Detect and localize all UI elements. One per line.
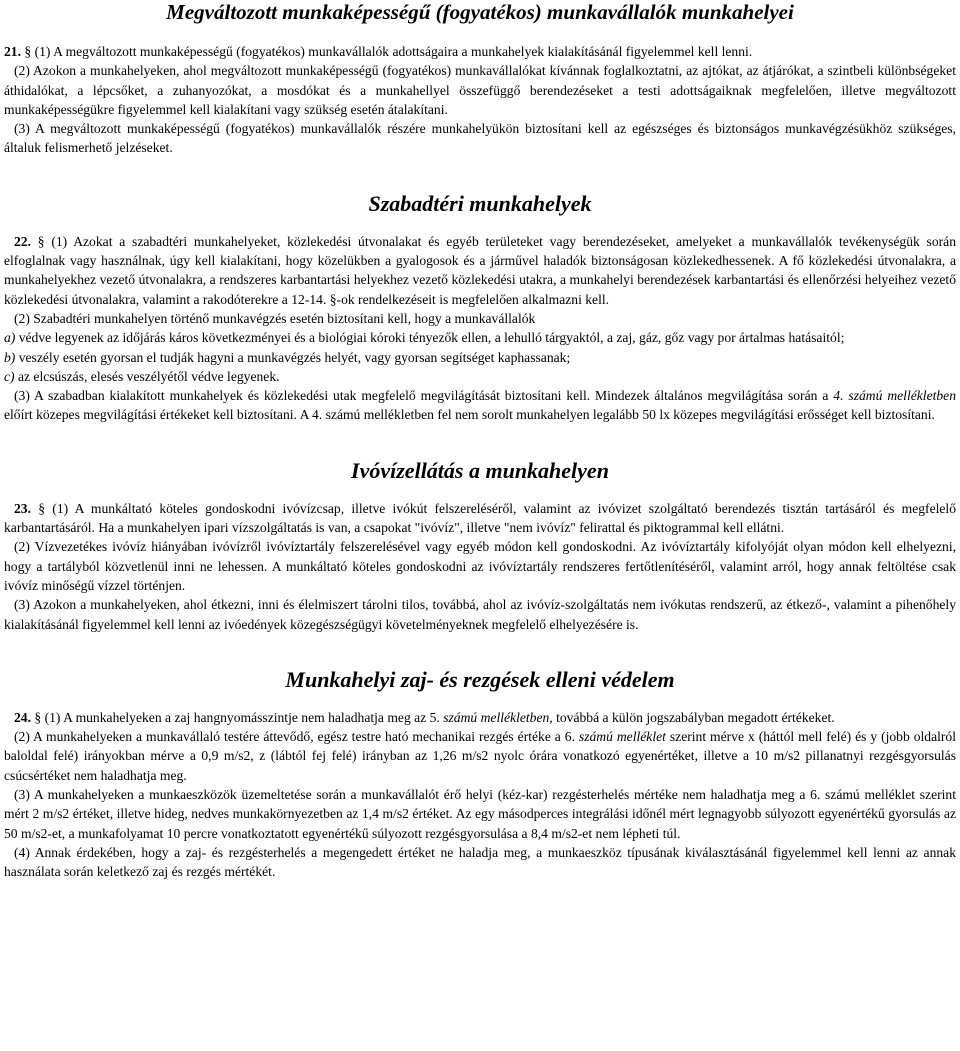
section-23-para-2: (2) Vízvezetékes ivóvíz hiányában ivóvízről ivóvíztartály felszerelésével vagy egyéb módon kell gondoskodni. Az ivóvíztartály kifolyóját olyan módon kell elhelyezni, hogy a tartályból közvetlenül inni ne lehessen. A munkáltató köteles gondoskodni az ivóvíztartály rendszeres fertőtlenítéséről, valamint arról, hogy annak feltöltése csak ivóvíz minőségű vízzel történjen.: [4, 539, 956, 593]
section-sign-icon: §: [24, 44, 32, 59]
section-sign-icon: §: [37, 233, 45, 249]
section-number: 21.: [4, 44, 21, 59]
section-sign-icon: §: [38, 500, 46, 516]
section-24-para-4: (4) Annak érdekében, hogy a zaj- és rezgésterhelés a megengedett értéket ne haladja meg, a munkaeszköz típusának kiválasztásánál figyelemmel kell lenni az annak használata során keletkező zaj és rezgés mértékét.: [4, 844, 956, 880]
section-22-para-2: (2) Szabadtéri munkahelyen történő munkavégzés esetén biztosítani kell, hogy a munkavállalók: [14, 310, 536, 326]
paragraph-text: (1) A munkahelyeken a zaj hangnyomásszintje nem haladhatja meg az 5.: [41, 709, 444, 725]
section-21-para-2: (2) Azokon a munkahelyeken, ahol megváltozott munkaképességű (fogyatékos) munkavállalókat kívánnak foglalkoztatni, az ajtókat, az átjárókat, a szintbeli különbségeket áthidalókat, a lépcsőket, a zuhanyozókat, a mosdókat és a munkahellyel összefüggő berendezéseket a testi adottságaiknak megfelelően, illetve megváltozott munkaképességükre figyelemmel kell kialakítani vagy szükség esetén átalakítani.: [4, 63, 956, 117]
heading-noise-vibration: Munkahelyi zaj- és rezgések elleni védelem: [285, 666, 675, 692]
spacer: [4, 158, 956, 184]
section-21-para-1: [4, 42, 956, 61]
section-22-item-b: [4, 348, 956, 367]
annex-reference: 4. számú mellékletben: [833, 388, 957, 404]
item-text: az elcsúszás, elesés veszélyétől védve legyenek.: [14, 368, 280, 384]
section-22-item-c: [4, 367, 956, 386]
section-22-para-3: [4, 386, 956, 425]
spacer: [4, 634, 956, 660]
paragraph-text: (1) Azokat a szabadtéri munkahelyeket, közlekedési útvonalakat és egyéb területeket vagy berendezéseket, amelyeket a munkavállalók tevékenységük során elfoglalnak vagy használnak, úgy kell kialakítani, hogy közelükben a gyalogosok és a járművel haladók biztonságosan közlekedhessenek. A fő közlekedési útvonalakra, a munkahelyekhez vezető útvonalakra, a rendszeres karbantartási helyekhez vezető közlekedési utakra, a munkahelyi berendezések karbantartási és ellenőrzési helyeihez vezető közlekedési útvonalakra, valamint a rakodóterekre a 12-14. §-ok rendelkezéseit is megfelelően alkalmazni kell.: [4, 233, 956, 307]
section-22-para-1: [4, 232, 956, 309]
heading-disabled-workplaces: Megváltozott munkaképességű (fogyatékos) munkavállalók munkahelyei: [166, 0, 794, 24]
item-label: a): [4, 330, 16, 346]
section-number: 24.: [14, 709, 31, 725]
spacer: [4, 425, 956, 451]
section-22-item-a: [4, 328, 956, 347]
paragraph-text: (1) A megváltozott munkaképességű (fogyatékos) munkavállalók adottságaira a munkahelyek kialakításánál figyelemmel kell lenni.: [31, 44, 753, 59]
heading-outdoor-workplaces: Szabadtéri munkahelyek: [368, 190, 592, 216]
section-sign-icon: §: [34, 709, 42, 725]
section-24-para-3: (3) A munkahelyeken a munkaeszközök üzemeltetése során a munkavállalót érő helyi (kéz-kar) rezgésterhelés mértéke nem haladhatja meg a 6. számú melléklet szerint mért 2 m/s2 értéket, illetve hideg, nedves munkakörnyezetben az 1,4 m/s2 értéket. Az egy másodperces integrálási időnél mért legnagyobb súlyozott egyenértékű gyorsulás az 50 m/s2-et, a munkafolyamat 10 percre vonatkoztatott egyenértékű súlyozott rezgésgyorsulása a 8,4 m/s2-et nem lépheti túl.: [4, 787, 956, 841]
item-label: c): [4, 368, 15, 384]
paragraph-text: előírt közepes megvilágítási értékeket kell biztosítani. A 4. számú mellékletben fel nem sorolt munkahelyen legalább 50 lx közepes megvilágítási erősséget kell biztosítani.: [4, 407, 935, 423]
annex-reference: számú melléklet: [578, 729, 666, 745]
section-21-para-3: (3) A megváltozott munkaképességű (fogyatékos) munkavállalók részére munkahelyükön biztosítani kell az egészséges és biztonságos munkavégzésükhöz szükséges, általuk felismerhető jelzéseket.: [4, 121, 956, 156]
paragraph-text: (3) A szabadban kialakított munkahelyek és közlekedési utak megfelelő megvilágítását biztosítani kell. Mindezek általános megvilágítása során a: [14, 388, 834, 404]
section-number: 22.: [14, 233, 31, 249]
item-text: védve legyenek az időjárás káros következményei és a biológiai kóroki tényezők ellen, a lehulló tárgyaktól, a zaj, gáz, gőz vagy por ártalmas hatásaitól;: [15, 330, 845, 346]
paragraph-text: (1) A munkáltató köteles gondoskodni ivóvízcsap, illetve ivókút felszereléséről, valamint az ivóvizet szolgáltató berendezés tisztán tartásáról és megfelelő karbantartásáról. Ha a munkahelyen ipari vízszolgáltatás is van, a csapokat "ivóvíz", illetve "nem ivóvíz" felirattal és piktogrammal kell ellátni.: [4, 500, 956, 536]
section-24-para-2: [4, 727, 956, 785]
section-24-para-1: [4, 708, 956, 727]
section-23-para-3: (3) Azokon a munkahelyeken, ahol étkezni, inni és élelmiszert tárolni tilos, továbbá, ahol az ivóvíz-szolgáltatás nem ivókutas rendszerű, az étkező-, valamint a pihenőhely kialakításánál figyelemmel kell lenni az ivóedények közegészségügyi követelményeknek megfelelő elhelyezésére is.: [4, 597, 956, 632]
section-number: 23.: [14, 500, 31, 516]
paragraph-text: szerint mérve x (háttól mell felé) és y (jobb oldalról baloldal felé) irányokban mérve a 0,9 m/s2, z (lábtól fej felé) irányban az 1,26 m/s2 nyolc órára vonatkozó egyenértéket, illetve a 10 m/s2 pillanatnyi rezgésgyorsulás csúcsértéket nem haladhatja meg.: [4, 729, 956, 783]
item-text: veszély esetén gyorsan el tudják hagyni a munkavégzés helyét, vagy gyorsan segítséget kaphassanak;: [15, 349, 571, 365]
section-23-para-1: [4, 499, 956, 538]
paragraph-text: továbbá a külön jogszabályban megadott értékeket.: [552, 709, 835, 725]
annex-reference: számú mellékletben,: [443, 709, 553, 725]
item-label: b): [4, 349, 16, 365]
paragraph-text: (2) A munkahelyeken a munkavállaló testére áttevődő, egész testre ható mechanikai rezgés értéke a 6.: [14, 729, 579, 745]
heading-drinking-water: Ivóvízellátás a munkahelyen: [351, 457, 609, 483]
